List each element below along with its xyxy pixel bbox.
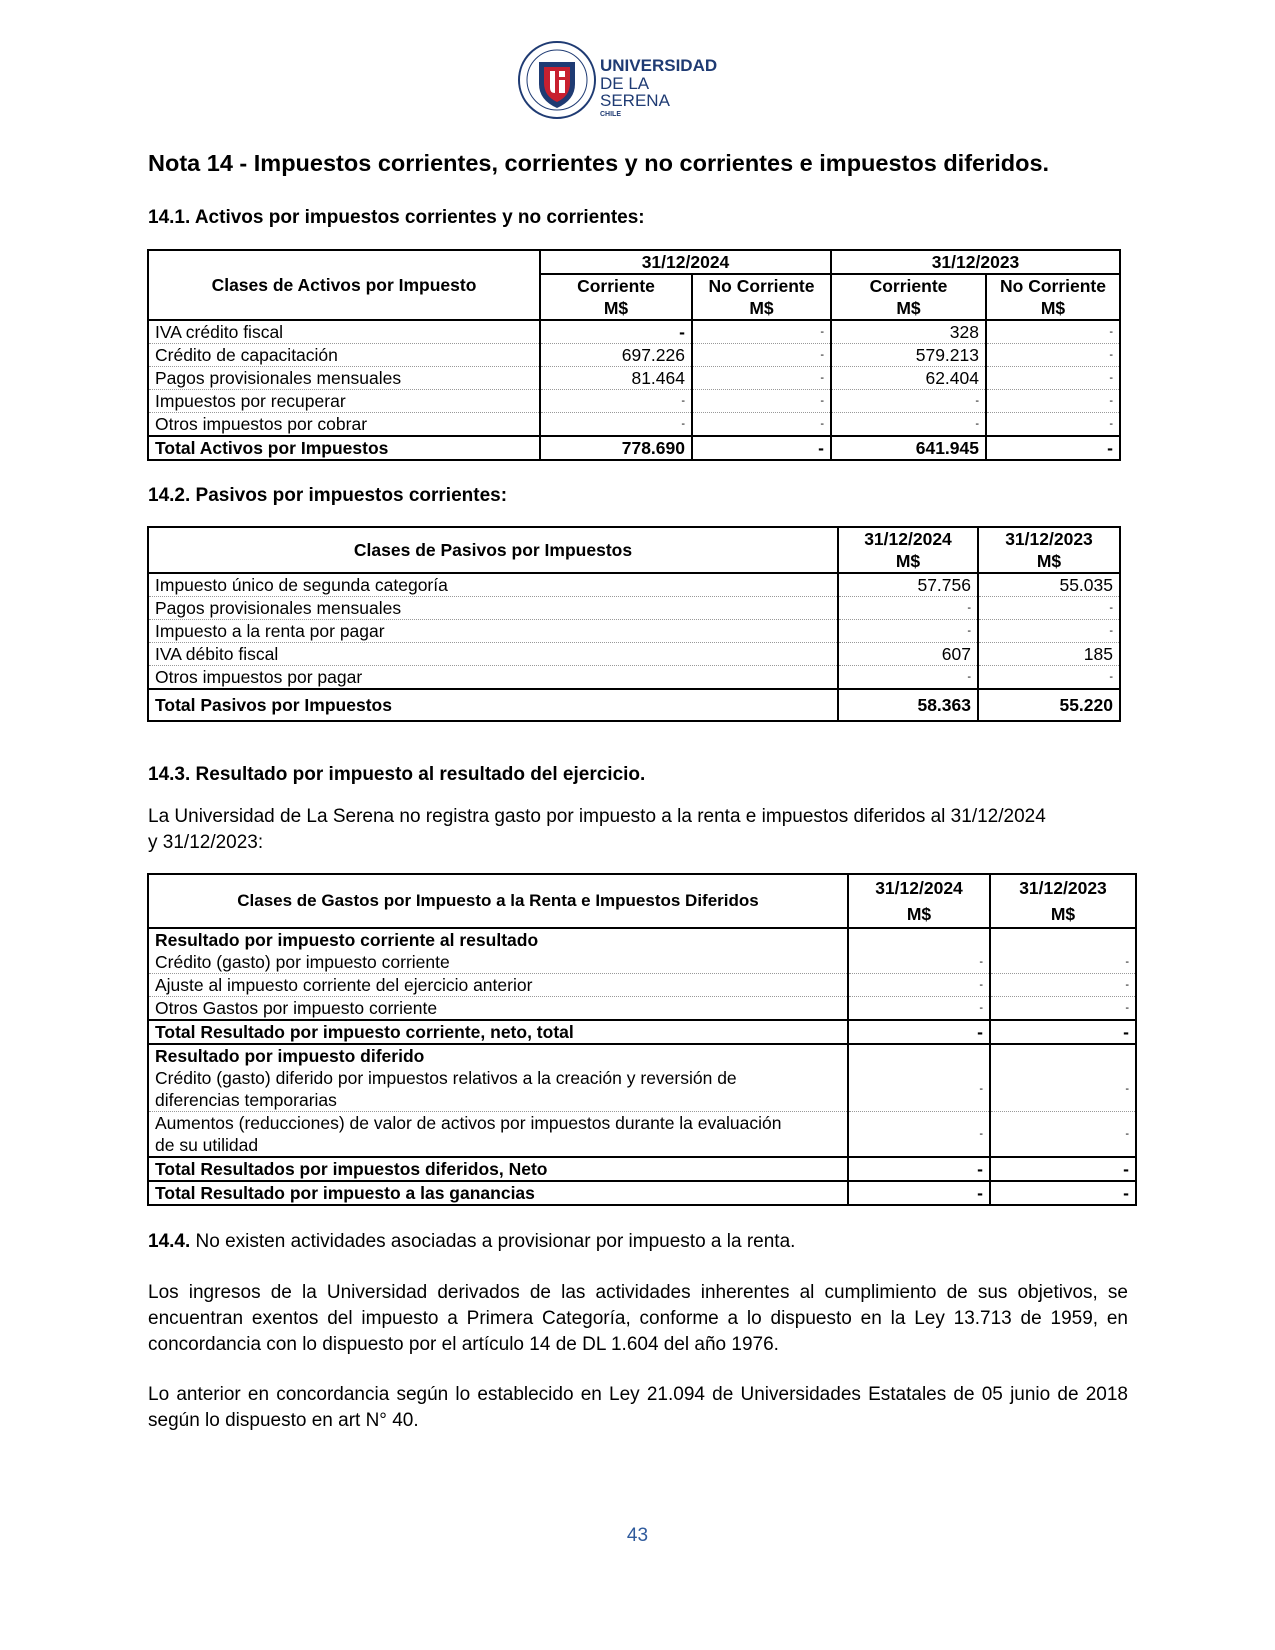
assets-year-2024: 31/12/2024 [540, 250, 831, 274]
section-14-4-text: No existen actividades asociadas a provisionar por impuesto a la renta. [190, 1231, 796, 1252]
total-label: Total Resultados por impuestos diferidos, Neto [148, 1157, 848, 1181]
cell: - [848, 974, 990, 997]
section-14-3-intro [148, 804, 1128, 856]
cell: - [990, 1181, 1136, 1205]
cell: - [540, 413, 692, 437]
cell: - [986, 367, 1120, 390]
cell: - [692, 436, 831, 460]
table-row [148, 320, 1120, 344]
total-row [148, 689, 1120, 721]
assets-table [147, 249, 1121, 461]
cell: - [986, 320, 1120, 344]
table-row [148, 413, 1120, 437]
row-label: Crédito (gasto) por impuesto corriente [148, 951, 848, 974]
assets-unit: M$ [986, 297, 1120, 320]
cell: 58.363 [838, 689, 978, 721]
assets-unit: M$ [831, 297, 986, 320]
assets-unit: M$ [540, 297, 692, 320]
row-label: Otros impuestos por cobrar [148, 413, 540, 437]
cell: - [831, 413, 986, 437]
liabilities-year-2023: 31/12/2023 [978, 527, 1120, 550]
cell: - [838, 597, 978, 620]
cell: - [990, 1157, 1136, 1181]
cell: 328 [831, 320, 986, 344]
liabilities-unit: M$ [978, 550, 1120, 573]
cell: 697.226 [540, 344, 692, 367]
group-heading-current: Resultado por impuesto corriente al resultado [148, 928, 848, 951]
table-row [148, 367, 1120, 390]
paragraph-exemption: Los ingresos de la Universidad derivados de las actividades inherentes al cumplimiento de sus objetivos, se encuentran exentos del impuesto a Primera Categoría, conforme a lo dispuesto en la Ley 13.713 de 1959, en concordancia con lo dispuesto por el artículo 14 de DL 1.604 del año 1976. [148, 1282, 1128, 1355]
page-title: Nota 14 - Impuestos corrientes, corrientes y no corrientes e impuestos diferidos. [148, 150, 1050, 176]
table-row [148, 597, 1120, 620]
logo-line-3: CHILE [600, 111, 621, 118]
cell: 607 [838, 643, 978, 666]
row-label: Crédito de capacitación [148, 344, 540, 367]
cell: 55.035 [978, 573, 1120, 597]
cell: - [986, 436, 1120, 460]
cell: - [986, 390, 1120, 413]
total-row [148, 1020, 1136, 1044]
table-row [148, 666, 1120, 690]
row-label: Otros Gastos por impuesto corriente [148, 997, 848, 1021]
total-label: Total Pasivos por Impuestos [148, 689, 838, 721]
liabilities-year-2024: 31/12/2024 [838, 527, 978, 550]
table-row [148, 1112, 1136, 1158]
assets-head-nocorriente-23: No Corriente [986, 274, 1120, 297]
table-row [148, 390, 1120, 413]
section-14-4 [148, 1229, 1128, 1255]
cell: - [848, 1157, 990, 1181]
table-row [148, 1067, 1136, 1112]
assets-head-corriente-23: Corriente [831, 274, 986, 297]
intro-line-1: La Universidad de La Serena no registra gasto por impuesto a la renta e impuestos diferidos al 31/12/2024 [148, 806, 1046, 827]
cell: - [848, 951, 990, 974]
cell: - [692, 390, 831, 413]
assets-unit: M$ [692, 297, 831, 320]
cell: - [692, 320, 831, 344]
cell: 185 [978, 643, 1120, 666]
row-label-line: Crédito (gasto) diferido por impuestos relativos a la creación y reversión de [155, 1068, 737, 1088]
tax-expense-year-2023: 31/12/2023 [990, 874, 1136, 901]
section-14-3-heading: 14.3. Resultado por impuesto al resultado del ejercicio. [148, 764, 646, 785]
assets-col-label: Clases de Activos por Impuesto [148, 250, 540, 320]
row-label [148, 1067, 848, 1112]
cell: - [848, 1181, 990, 1205]
total-label: Total Resultado por impuesto a las ganancias [148, 1181, 848, 1205]
table-row [148, 643, 1120, 666]
section-14-2-heading: 14.2. Pasivos por impuestos corrientes: [148, 485, 508, 506]
total-row [148, 436, 1120, 460]
liabilities-table [147, 526, 1121, 722]
cell: - [692, 367, 831, 390]
cell: - [838, 666, 978, 690]
group-heading-deferred: Resultado por impuesto diferido [148, 1044, 848, 1067]
tax-expense-table [147, 873, 1137, 1206]
cell: - [990, 1020, 1136, 1044]
total-row [148, 1157, 1136, 1181]
row-label: Impuesto único de segunda categoría [148, 573, 838, 597]
cell: - [692, 344, 831, 367]
cell: - [838, 620, 978, 643]
row-label: Otros impuestos por pagar [148, 666, 838, 690]
row-label: Impuestos por recuperar [148, 390, 540, 413]
assets-head-corriente-24: Corriente [540, 274, 692, 297]
cell: 55.220 [978, 689, 1120, 721]
liabilities-col-label: Clases de Pasivos por Impuestos [148, 527, 838, 573]
table-row [148, 974, 1136, 997]
cell: 778.690 [540, 436, 692, 460]
cell: - [831, 390, 986, 413]
tax-expense-unit: M$ [990, 901, 1136, 928]
row-label: Ajuste al impuesto corriente del ejercicio anterior [148, 974, 848, 997]
cell: 579.213 [831, 344, 986, 367]
cell: - [848, 1067, 990, 1112]
cell: - [540, 390, 692, 413]
row-label-line: Aumentos (reducciones) de valor de activos por impuestos durante la evaluación [155, 1113, 782, 1133]
table-row [148, 997, 1136, 1021]
assets-year-2023: 31/12/2023 [831, 250, 1120, 274]
cell: 81.464 [540, 367, 692, 390]
university-logo [517, 40, 717, 120]
cell: - [978, 620, 1120, 643]
cell: - [990, 951, 1136, 974]
cell: - [990, 1112, 1136, 1158]
cell: 62.404 [831, 367, 986, 390]
total-label: Total Resultado por impuesto corriente, neto, total [148, 1020, 848, 1044]
cell: - [990, 997, 1136, 1021]
cell: - [986, 413, 1120, 437]
table-row [148, 951, 1136, 974]
row-label [148, 1112, 848, 1158]
row-label: IVA crédito fiscal [148, 320, 540, 344]
cell: - [978, 597, 1120, 620]
tax-expense-year-2024: 31/12/2024 [848, 874, 990, 901]
table-row [148, 620, 1120, 643]
cell: - [692, 413, 831, 437]
paragraph-law: Lo anterior en concordancia según lo establecido en Ley 21.094 de Universidades Estatales de 05 junio de 2018 según lo dispuesto en art N° 40. [148, 1384, 1128, 1431]
cell: - [848, 1112, 990, 1158]
row-label: Pagos provisionales mensuales [148, 597, 838, 620]
total-row [148, 1181, 1136, 1205]
total-label: Total Activos por Impuestos [148, 436, 540, 460]
cell: - [986, 344, 1120, 367]
logo-line-2: DE LA SERENA [600, 74, 670, 110]
cell: 641.945 [831, 436, 986, 460]
row-label-line: de su utilidad [155, 1135, 259, 1155]
cell: - [990, 1067, 1136, 1112]
tax-expense-col-label: Clases de Gastos por Impuesto a la Renta e Impuestos Diferidos [148, 874, 848, 928]
section-14-4-label: 14.4. [148, 1231, 191, 1252]
logo-line-1: UNIVERSIDAD [600, 56, 718, 75]
cell: - [848, 997, 990, 1021]
liabilities-unit: M$ [838, 550, 978, 573]
tax-expense-unit: M$ [848, 901, 990, 928]
cell: - [848, 1020, 990, 1044]
row-label: Pagos provisionales mensuales [148, 367, 540, 390]
table-row [148, 573, 1120, 597]
row-label: IVA débito fiscal [148, 643, 838, 666]
university-seal-icon [517, 40, 597, 120]
table-row [148, 344, 1120, 367]
section-14-1-heading: 14.1. Activos por impuestos corrientes y no corrientes: [148, 207, 645, 228]
page-number: 43 [626, 1525, 649, 1546]
intro-line-2: y 31/12/2023: [148, 832, 264, 853]
cell: 57.756 [838, 573, 978, 597]
cell: - [540, 320, 692, 344]
cell: - [990, 974, 1136, 997]
assets-head-nocorriente-24: No Corriente [692, 274, 831, 297]
row-label-line: diferencias temporarias [155, 1090, 337, 1110]
cell: - [978, 666, 1120, 690]
row-label: Impuesto a la renta por pagar [148, 620, 838, 643]
